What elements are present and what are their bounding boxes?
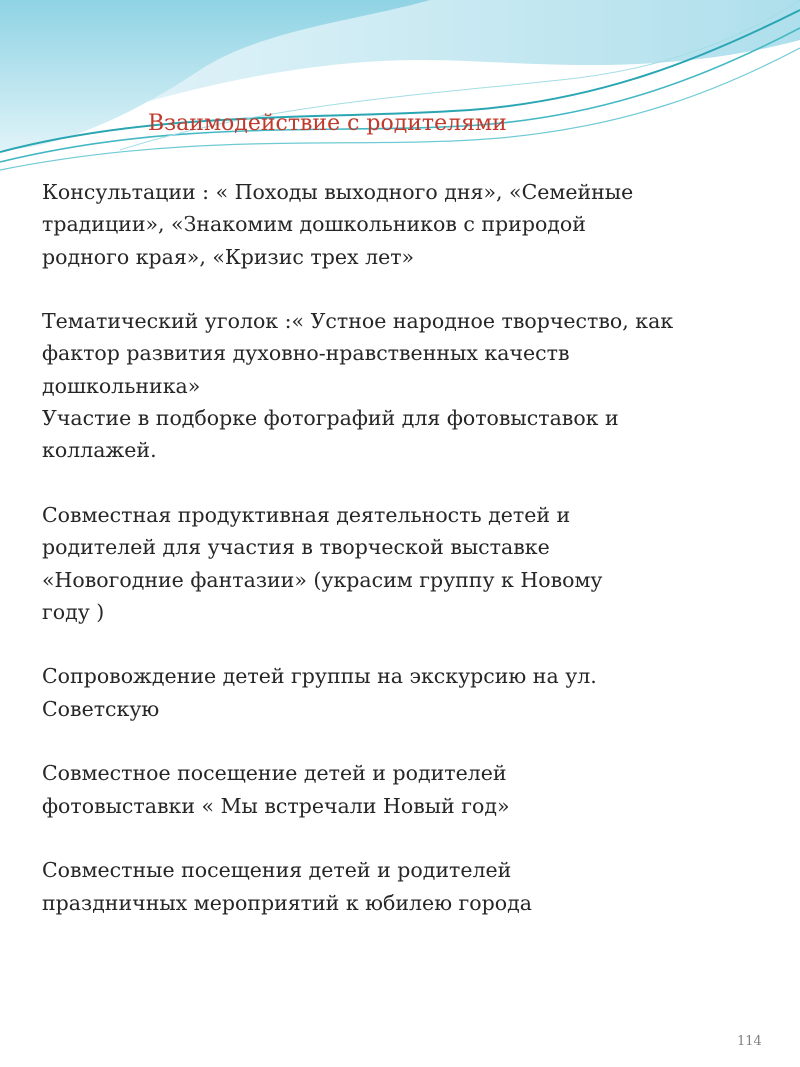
thematic-corner-paragraph: Тематический уголок :« Устное народное творчество, как фактор развития духовно-нравственных качеств дошкольника» — [42, 309, 674, 398]
slide-body — [42, 176, 772, 919]
photo-exhibition-paragraph: Совместное посещение детей и родителей фотовыставки « Мы встречали Новый год» — [42, 761, 510, 818]
photo-selection-paragraph: Участие в подборке фотографий для фотовыставок и коллажей. — [42, 406, 619, 463]
consultations-paragraph: Консультации : « Походы выходного дня», «Семейные традиции», «Знакомим дошкольников с природой родного края», «Кризис трех лет» — [42, 180, 634, 269]
festive-events-paragraph: Совместные посещения детей и родителей праздничных мероприятий к юбилею города — [42, 858, 532, 915]
page-number: 114 — [737, 1034, 762, 1049]
slide-title: Взаимодействие с родителями — [148, 111, 507, 136]
excursion-paragraph: Сопровождение детей группы на экскурсию на ул. Советскую — [42, 664, 597, 721]
joint-activity-paragraph: Совместная продуктивная деятельность детей и родителей для участия в творческой выставке «Новогодние фантазии» (украсим группу к Новому году ) — [42, 502, 603, 624]
